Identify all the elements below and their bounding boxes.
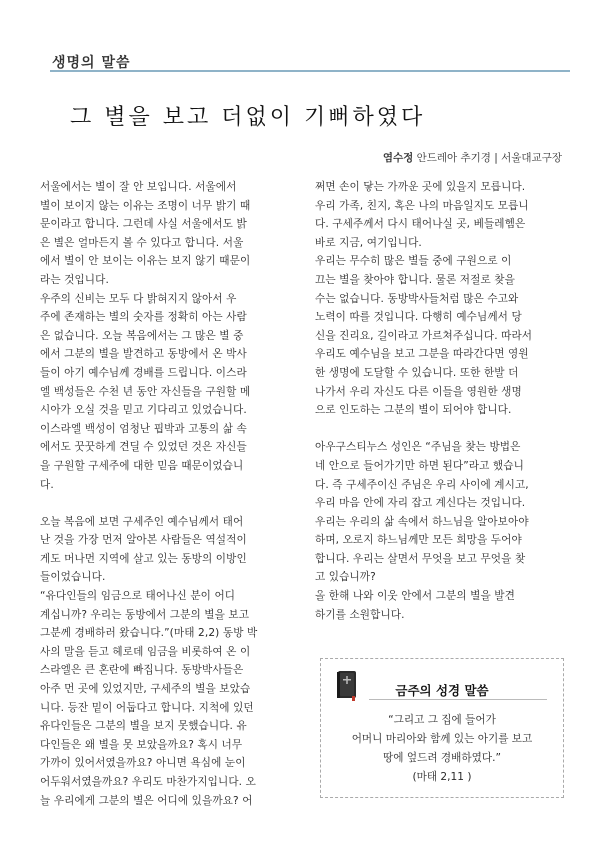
text-line: 을 구원할 구세주에 대한 믿음 때문이었습니 xyxy=(40,459,244,472)
text-line: 은 별은 얼마든지 볼 수 있다고 합니다. 서울 xyxy=(40,236,244,249)
text-line: 이스라엘 백성이 엄청난 핍박과 고통의 삶 속 xyxy=(40,422,247,435)
text-line: 유다인들은 그분의 별을 보지 못했습니다. 유 xyxy=(40,720,247,733)
text-line: 난 것을 가장 먼저 알아본 사람들은 역설적이 xyxy=(40,534,247,547)
text-line: 계십니까? 우리는 동방에서 그분의 별을 보고 xyxy=(40,608,250,621)
text-line: 늘 우리에게 그분의 별은 어디에 있을까요? 어 xyxy=(40,794,253,807)
text-line: 우주의 신비는 모두 다 밝혀지지 않아서 우 xyxy=(40,292,237,305)
text-line: 우리 마음 안에 자리 잡고 계신다는 것입니다. xyxy=(315,497,526,510)
article-title: 그 별을 보고 더없이 기뻐하였다 xyxy=(70,105,426,130)
left-column xyxy=(40,178,295,810)
text-line: 서울에서는 별이 잘 안 보입니다. 서울에서 xyxy=(40,181,237,193)
scripture-title: 금주의 성경 말씀 xyxy=(395,683,489,698)
text-line: 한 생명에 도달할 수 있습니다. 또한 한발 더 xyxy=(315,366,519,379)
paragraph-gap xyxy=(40,494,295,513)
text-line: 시아가 오실 것을 믿고 기다리고 있었습니다. xyxy=(40,404,247,417)
text-line: 올 한해 나와 이웃 안에서 그분의 별을 발견 xyxy=(315,590,515,603)
verse-reference: (마태 2,11 ) xyxy=(412,771,472,783)
text-line: 다. 즉 구세주이신 주님은 우리 사이에 계시고, xyxy=(315,478,529,491)
text-line: 끄는 별을 찾아야 합니다. 물론 저절로 찾을 xyxy=(315,273,515,286)
text-line: 노력이 따를 것입니다. 다행히 예수님께서 당 xyxy=(315,311,522,324)
text-line: 게도 머나먼 지역에 살고 있는 동방의 이방인 xyxy=(40,552,247,565)
text-line: 사의 말을 듣고 헤로데 임금을 비롯하여 온 이 xyxy=(40,645,251,658)
verse-line: 어머니 마리아와 함께 있는 아기를 보고 xyxy=(351,733,533,745)
byline xyxy=(383,150,562,165)
right-column xyxy=(315,178,565,624)
text-line: 고 있습니까? xyxy=(315,571,376,584)
text-line: 쩌면 손이 닿는 가까운 곳에 있을지 모릅니다. xyxy=(315,181,526,193)
section-label: 생명의 말씀 xyxy=(52,55,131,71)
author-name: 염수정 xyxy=(382,152,414,164)
text-line: 니다. 등잔 밑이 어둡다고 합니다. 지척에 있던 xyxy=(40,701,254,714)
text-line: 다인들은 왜 별을 못 보았을까요? 혹시 너무 xyxy=(40,738,243,751)
verse-line: 땅에 엎드려 경배하였다.” xyxy=(383,752,501,764)
text-line: 아주 먼 곳에 있었지만, 구세주의 별을 보았습 xyxy=(40,683,251,696)
text-line: 신을 진리요, 길이라고 가르쳐주십니다. 따라서 xyxy=(315,329,533,342)
verse-line: “그리고 그 집에 들어가 xyxy=(388,714,496,726)
text-line: 으로 인도하는 그분의 별이 되어야 합니다. xyxy=(315,404,512,417)
text-line: 하며, 오로지 하느님께만 모든 희망을 두어야 xyxy=(315,534,522,547)
paragraph-gap xyxy=(315,420,565,439)
text-line: 합니다. 우리는 살면서 무엇을 보고 무엇을 찾 xyxy=(315,552,526,565)
scripture-divider xyxy=(369,699,547,700)
text-line: 에서 별이 안 보이는 이유는 보지 않기 때문이 xyxy=(40,255,251,268)
text-line: 스라엘은 큰 혼란에 빠집니다. 동방박사들은 xyxy=(40,664,244,677)
text-line: 네 안으로 들어가기만 하면 된다”라고 했습니 xyxy=(315,459,524,472)
text-line: 우리는 무수히 많은 별들 중에 구원으로 이 xyxy=(315,255,512,268)
text-line: 주에 존재하는 별의 숫자를 정확히 아는 사람 xyxy=(40,311,247,324)
text-line: 가까이 있어서였을까요? 아니면 욕심에 눈이 xyxy=(40,757,246,770)
text-line: 바로 지금, 여기입니다. xyxy=(315,236,422,249)
text-line: 문이라고 합니다. 그런데 사실 서울에서도 밝 xyxy=(40,218,247,231)
text-line: 에서도 꿋꿋하게 견딜 수 있었던 것은 자신들 xyxy=(40,441,247,454)
text-line: 오늘 복음에 보면 구세주인 예수님께서 태어 xyxy=(40,515,244,528)
text-line: 수는 없습니다. 동방박사들처럼 많은 수고와 xyxy=(315,292,519,305)
text-line: 엘 백성들은 수천 년 동안 자신들을 구원할 메 xyxy=(40,385,251,398)
text-line: 들이 아기 예수님께 경배를 드립니다. 이스라 xyxy=(40,366,247,379)
scripture-verse xyxy=(321,711,563,787)
text-line: 별이 보이지 않는 이유는 조명이 너무 밝기 때 xyxy=(40,199,251,212)
section-divider xyxy=(50,70,570,72)
text-line: 다. 구세주께서 다시 태어나실 곳, 베들레헴은 xyxy=(315,218,526,231)
text-line: 그분께 경배하러 왔습니다.”(마태 2,2) 동방 박 xyxy=(40,627,258,640)
text-line: 우리 가족, 친지, 혹은 나의 마음일지도 모릅니 xyxy=(315,199,529,212)
scripture-box xyxy=(320,658,564,798)
author-title: 안드레아 추기경 | 서울대교구장 xyxy=(413,152,562,164)
text-line: 들이었습니다. xyxy=(40,571,106,584)
text-line: 우리는 우리의 삶 속에서 하느님을 알아보아야 xyxy=(315,515,529,528)
text-line: 어두워서였을까요? 우리도 마찬가지입니다. 오 xyxy=(40,776,256,788)
text-line: 우리도 예수님을 보고 그분을 따라간다면 영원 xyxy=(315,348,529,361)
text-line: 라는 것입니다. xyxy=(40,273,109,286)
text-line: 은 없습니다. 오늘 복음에서는 그 많은 별 중 xyxy=(40,329,244,342)
text-line: 하기를 소원합니다. xyxy=(315,608,405,621)
text-line: 아우구스티누스 성인은 “주님을 찾는 방법은 xyxy=(315,441,521,454)
text-line: 다. xyxy=(40,478,54,491)
text-line: “유다인들의 임금으로 태어나신 분이 어디 xyxy=(40,590,236,603)
text-line: 에서 그분의 별을 발견하고 동방에서 온 박사 xyxy=(40,348,247,361)
text-line: 나가서 우리 자신도 다른 이들을 영원한 생명 xyxy=(315,385,522,398)
